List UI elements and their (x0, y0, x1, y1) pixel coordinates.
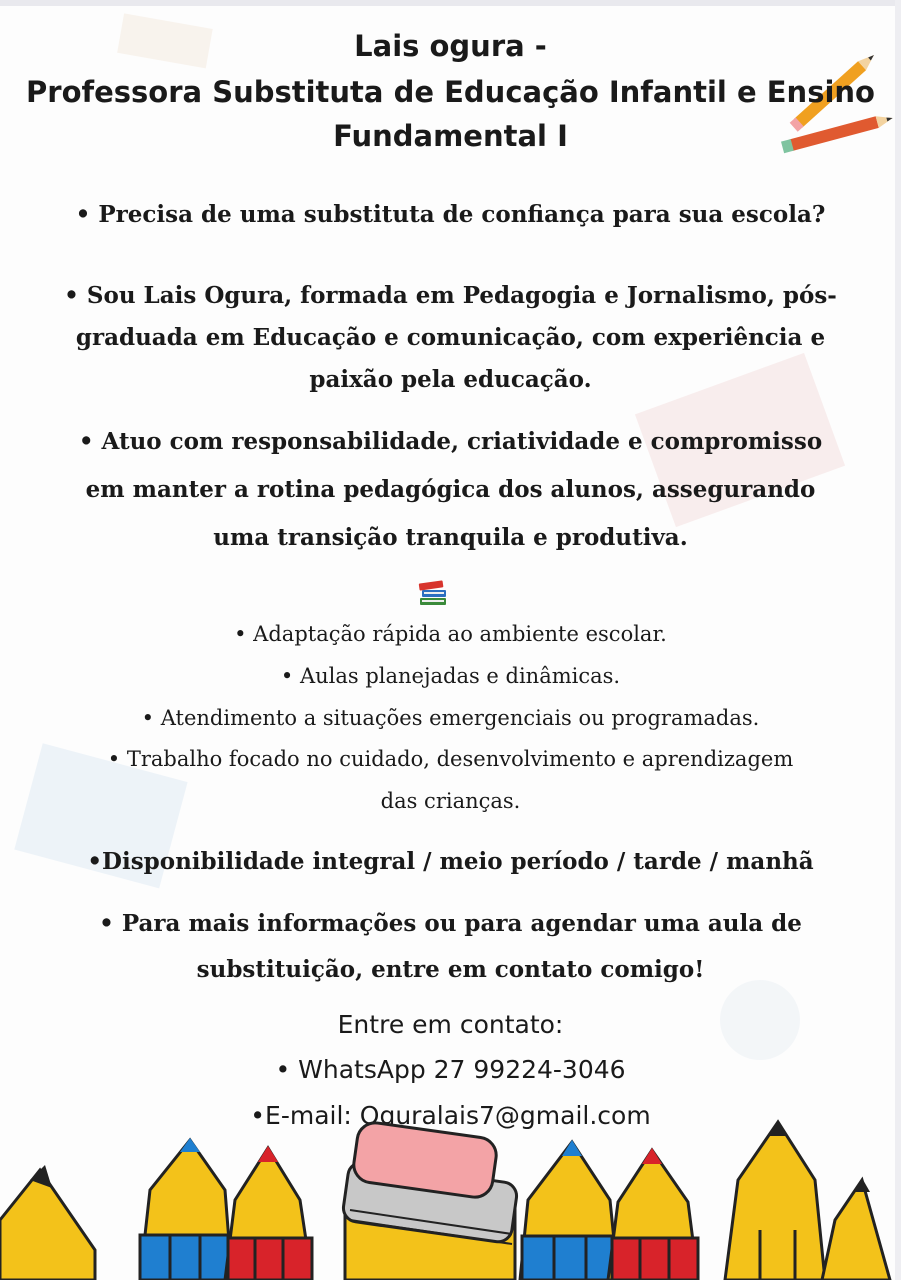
work-line-3: uma transição tranquila e produtiva. (213, 524, 688, 551)
feature-item: • Atendimento a situações emergenciais ou programadas. (141, 706, 760, 730)
email-contact[interactable]: •E-mail: Oguralais7@gmail.com (250, 1101, 651, 1130)
question-line: • Precisa de uma substituta de confiança para sua escola? (75, 201, 826, 228)
work-line-2: em manter a rotina pedagógica dos alunos, assegurando (85, 476, 816, 503)
about-line-3: paixão pela educação. (309, 366, 592, 393)
about-line-1: • Sou Lais Ogura, formada em Pedagogia e Jornalismo, pós- (64, 282, 837, 309)
feature-item-continued: das crianças. (380, 789, 521, 813)
page-title: Professora Substituta de Educação Infantil e Ensino (26, 75, 875, 109)
contact-heading: Entre em contato: (337, 1010, 564, 1039)
page-title-continued: Fundamental I (333, 119, 568, 153)
cta-line-1: • Para mais informações ou para agendar uma aula de (99, 910, 802, 937)
bottom-pencils-decoration-icon (0, 1110, 901, 1280)
teacher-name: Lais ogura - (354, 29, 547, 63)
feature-item: • Trabalho focado no cuidado, desenvolvimento e aprendizagem (107, 747, 794, 771)
about-line-2: graduada em Educação e comunicação, com experiência e (75, 324, 826, 351)
feature-item: • Aulas planejadas e dinâmicas. (280, 664, 621, 688)
availability-line: •Disponibilidade integral / meio período / tarde / manhã (87, 848, 814, 875)
feature-item: • Adaptação rápida ao ambiente escolar. (234, 622, 667, 646)
cta-line-2: substituição, entre em contato comigo! (196, 956, 705, 983)
books-emoji-icon (416, 574, 450, 608)
work-line-1: • Atuo com responsabilidade, criatividade e compromisso (78, 428, 823, 455)
whatsapp-contact[interactable]: • WhatsApp 27 99224-3046 (275, 1055, 626, 1084)
